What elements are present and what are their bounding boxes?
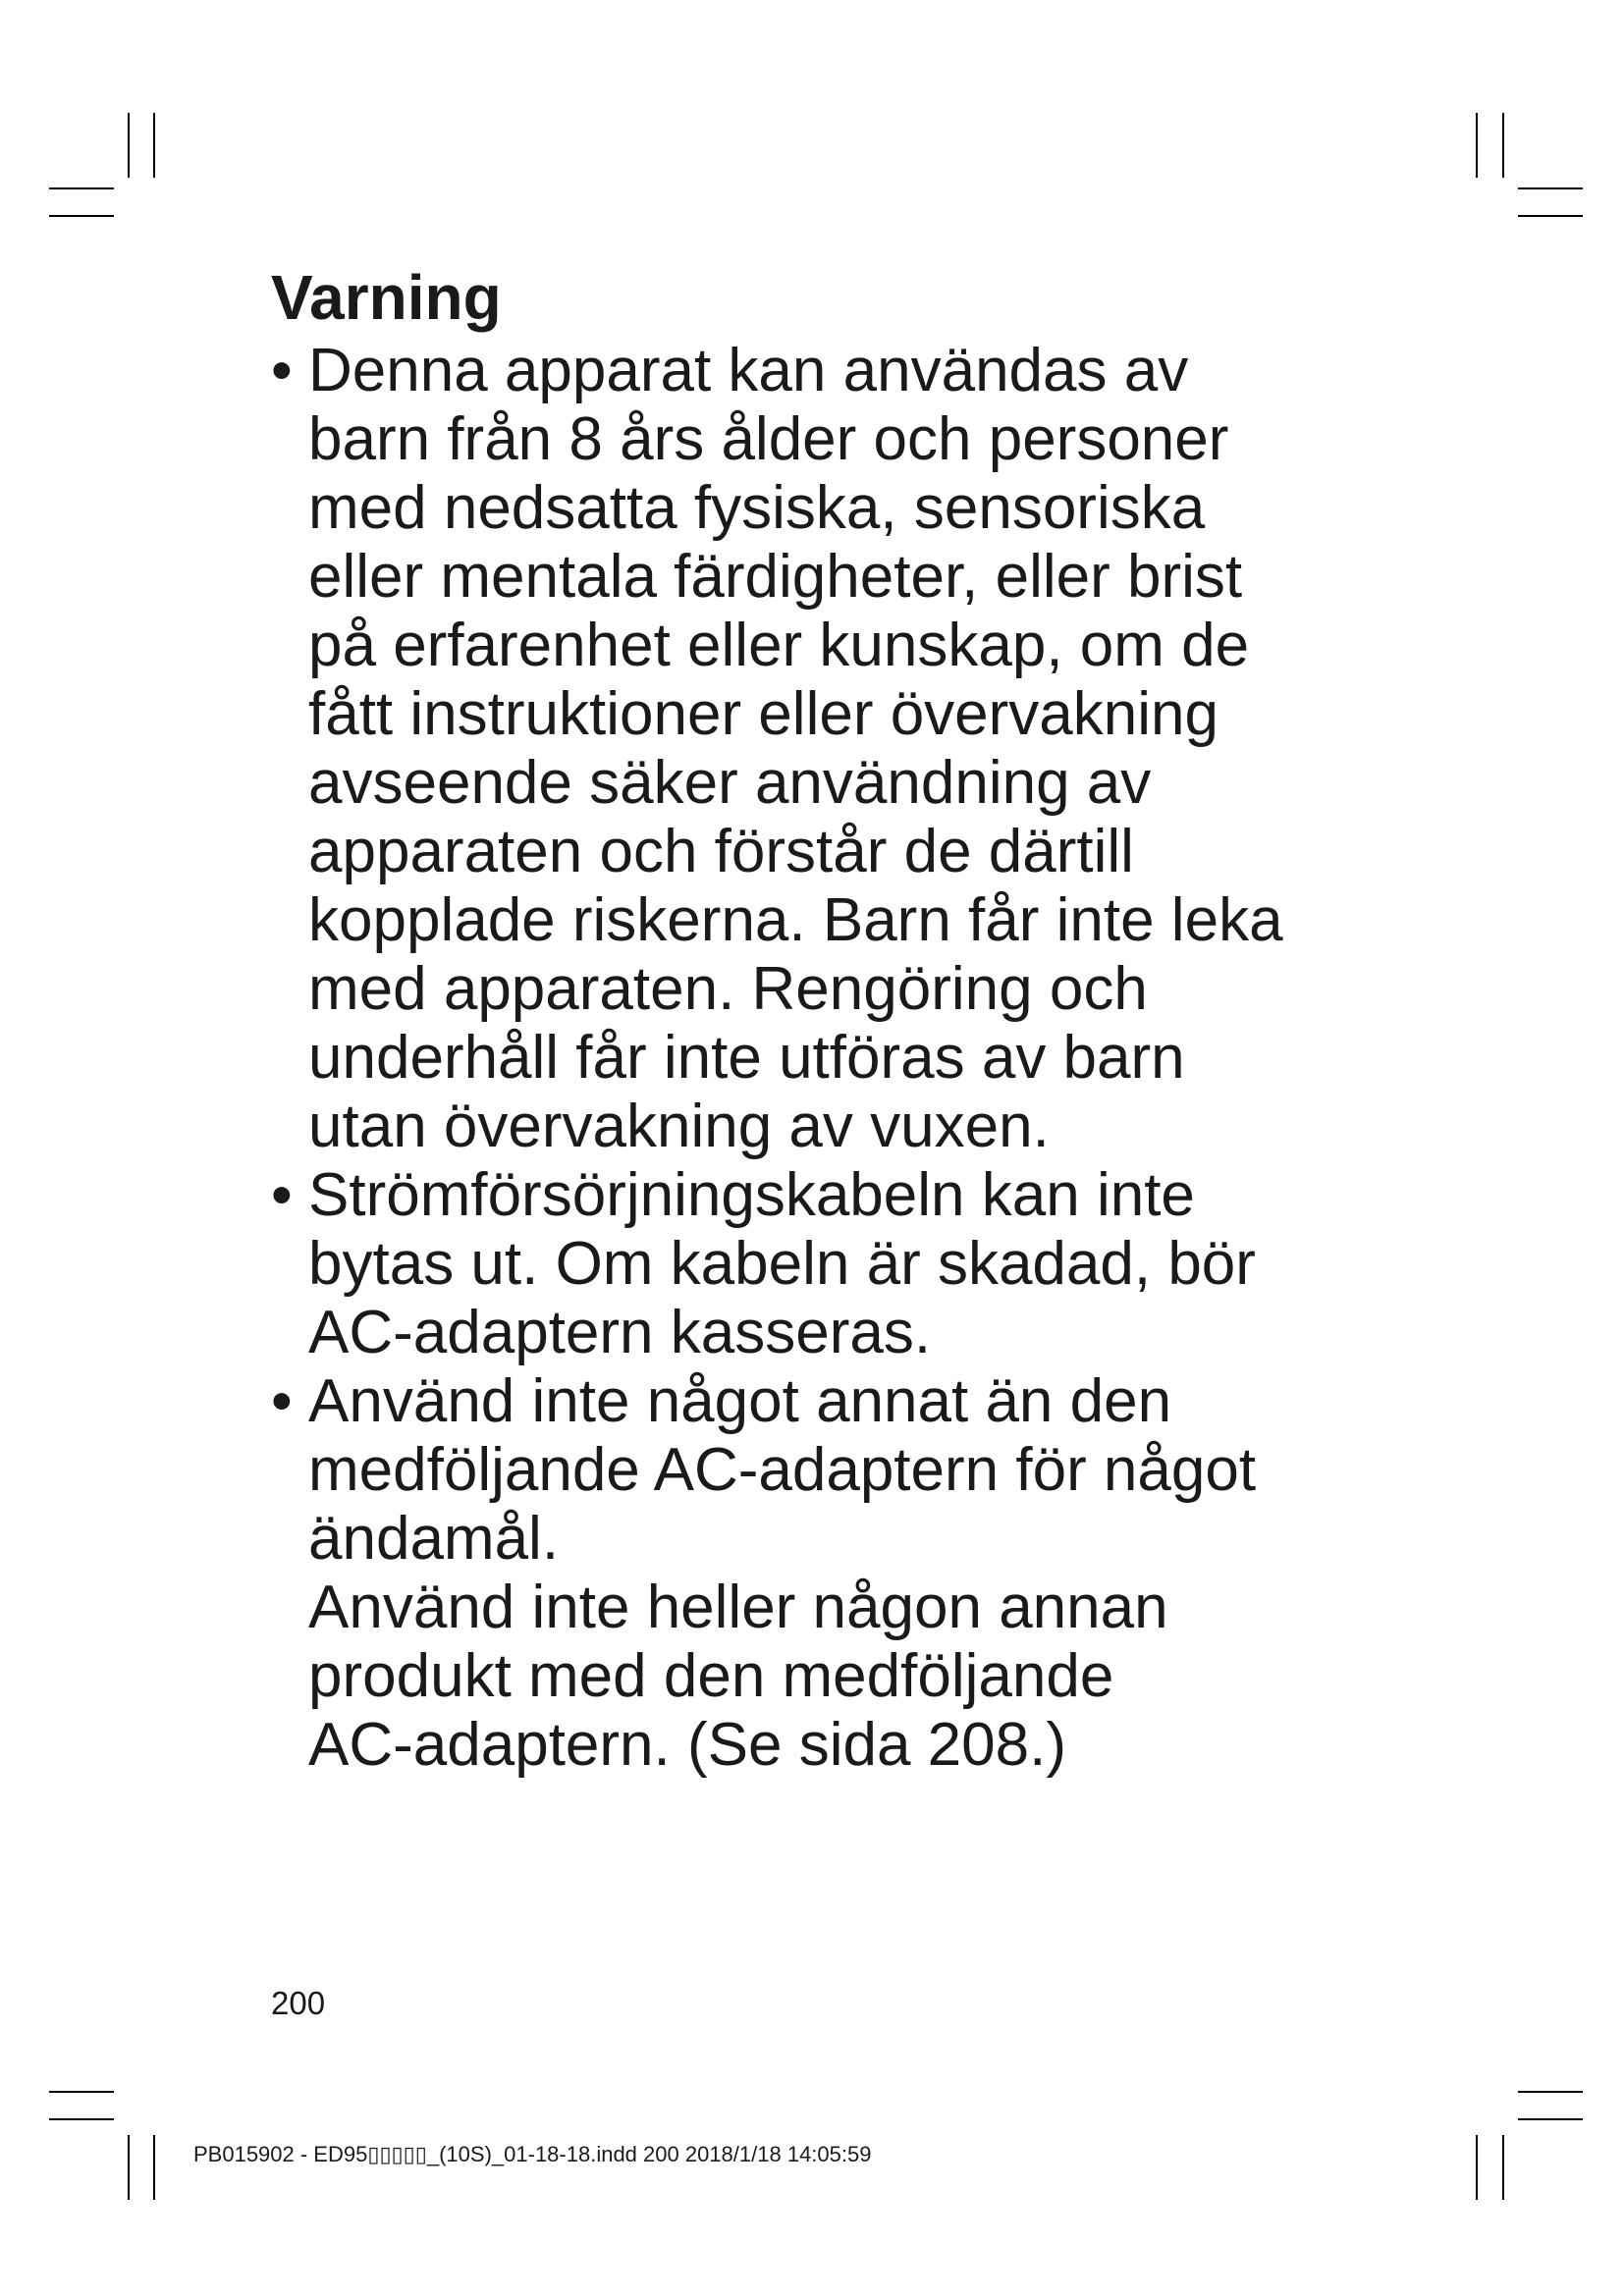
crop-mark	[153, 2135, 155, 2200]
crop-mark	[1518, 2118, 1583, 2120]
text-line: underhåll får inte utföras av barn	[308, 1024, 1185, 1092]
crop-mark	[1518, 2091, 1583, 2093]
text-line: apparaten och förstår de därtill	[308, 818, 1134, 885]
bullet-icon: •	[271, 1161, 293, 1229]
crop-mark	[1518, 187, 1583, 189]
crop-mark	[128, 2135, 130, 2200]
text-line: Denna apparat kan användas av	[308, 337, 1189, 404]
crop-mark	[1502, 113, 1504, 178]
section-heading: Varning	[271, 262, 502, 333]
text-line: med nedsatta fysiska, sensoriska	[308, 474, 1206, 542]
text-line: produkt med den medföljande	[308, 1642, 1114, 1710]
text-line: AC-adaptern. (Se sida 208.)	[308, 1711, 1066, 1779]
crop-mark	[153, 113, 155, 178]
text-line: kopplade riskerna. Barn får inte leka	[308, 886, 1283, 954]
print-slug-line: PB015902 - ED95▯▯▯▯▯_(10S)_01-18-18.indd 200 2018/1/18 14:05:59	[193, 2142, 872, 2166]
text-line: Strömförsörjningskabeln kan inte	[308, 1161, 1195, 1229]
crop-mark	[49, 2091, 114, 2093]
crop-mark	[128, 113, 130, 178]
text-line: utan övervakning av vuxen.	[308, 1093, 1050, 1160]
crop-mark	[1518, 215, 1583, 217]
list-item	[271, 1367, 1371, 1780]
warning-list	[271, 337, 1371, 1780]
bullet-icon: •	[271, 337, 293, 404]
text-line: med apparaten. Rengöring och	[308, 955, 1148, 1023]
list-item	[271, 337, 1371, 1161]
crop-mark	[49, 215, 114, 217]
text-line: bytas ut. Om kabeln är skadad, bör	[308, 1230, 1256, 1298]
text-line: ändamål.	[308, 1505, 560, 1573]
text-line: avseende säker användning av	[308, 749, 1152, 817]
text-line: Använd inte något annat än den	[308, 1367, 1172, 1435]
page-number: 200	[271, 1985, 326, 2021]
list-item	[271, 1161, 1371, 1367]
crop-mark	[1502, 2135, 1504, 2200]
crop-mark	[49, 2118, 114, 2120]
crop-mark	[49, 187, 114, 189]
bullet-icon: •	[271, 1367, 293, 1435]
text-line: eller mentala färdigheter, eller brist	[308, 543, 1243, 611]
text-line: AC-adaptern kasseras.	[308, 1299, 932, 1366]
text-line: medföljande AC-adaptern för något	[308, 1436, 1257, 1504]
text-line: fått instruktioner eller övervakning	[308, 680, 1219, 748]
text-line: barn från 8 års ålder och personer	[308, 405, 1229, 473]
text-line: på erfarenhet eller kunskap, om de	[308, 612, 1250, 679]
crop-mark	[1476, 113, 1478, 178]
text-line: Använd inte heller någon annan	[308, 1574, 1168, 1641]
crop-mark	[1476, 2135, 1478, 2200]
